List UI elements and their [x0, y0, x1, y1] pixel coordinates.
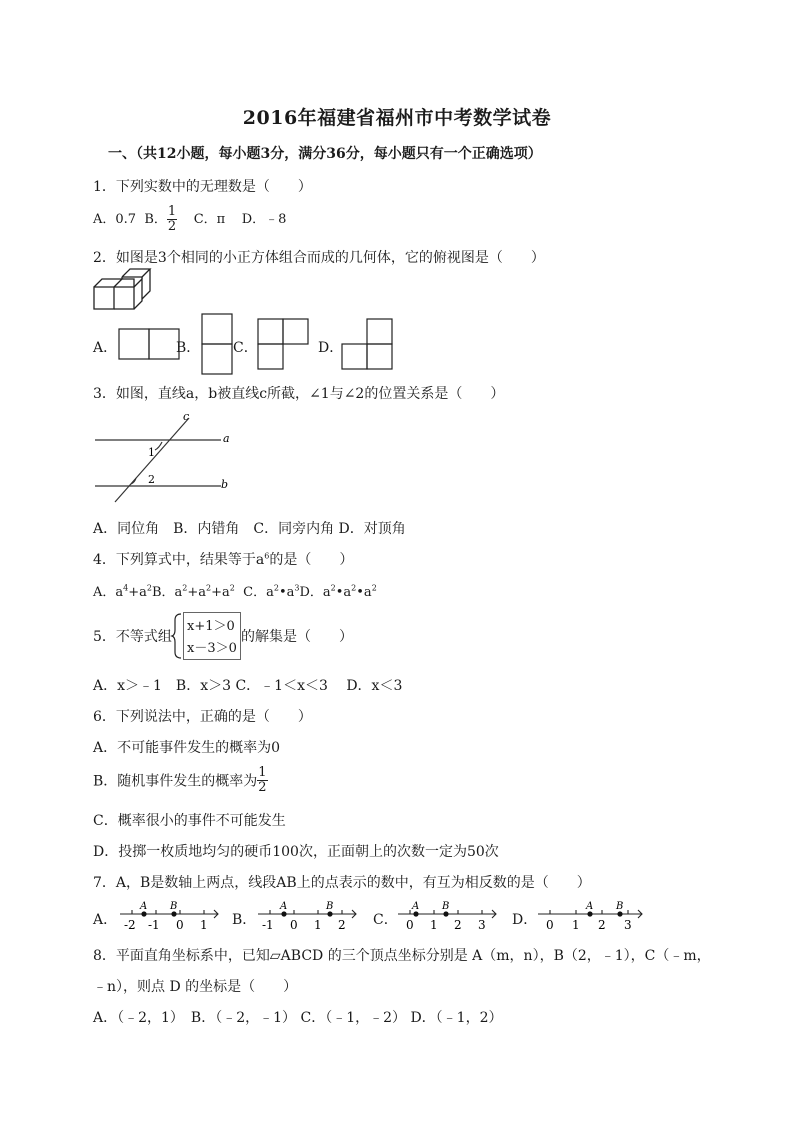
tick-label: -2 — [124, 918, 136, 932]
text: +a — [187, 585, 207, 600]
fraction — [257, 766, 267, 795]
tick-label: 2 — [454, 918, 462, 932]
tick-label: 2 — [338, 918, 346, 932]
inequality-1: x+1＞0 — [187, 619, 235, 634]
system-brace — [171, 612, 183, 660]
text: A．a — [93, 585, 124, 600]
denominator: 2 — [258, 780, 267, 795]
question-7-option-b-label: B． — [232, 912, 257, 928]
exponent: 2 — [229, 583, 235, 593]
tick-label: 1 — [572, 918, 580, 932]
question-4-options — [93, 581, 377, 600]
question-7-option-a-label: A． — [93, 912, 118, 928]
question-5-stem-pre: 5．不等式组 — [93, 629, 172, 645]
question-6-option-b — [93, 766, 268, 795]
point-a-label: A — [586, 901, 594, 912]
text: B．a — [151, 585, 183, 600]
question-1-options — [93, 205, 286, 234]
numerator: 1 — [258, 765, 267, 780]
question-8-options: A．（﹣2，1） B．（﹣2，﹣1） C．（﹣1，﹣2） D．（﹣1，2） — [93, 1010, 503, 1026]
angle-2: ∠2 — [343, 386, 365, 402]
exponent: 2 — [146, 583, 152, 593]
numerator: 1 — [167, 204, 177, 219]
text: •a — [335, 585, 352, 600]
option-b — [152, 585, 235, 600]
point-a-label: A — [140, 901, 148, 912]
tick-label: 0 — [406, 918, 414, 932]
q3-stem-pre: 3．如图，直线a，b被直线c所截， — [93, 386, 310, 402]
label-b: b — [221, 478, 229, 491]
question-2-option-b-label: B． — [176, 340, 201, 356]
tick-label: 0 — [546, 918, 554, 932]
option-c: C．π — [193, 212, 226, 227]
line-c — [115, 418, 189, 502]
denominator: 2 — [167, 219, 177, 234]
question-3-stem — [93, 383, 504, 403]
point-b-label: B — [616, 901, 624, 912]
option-b-label: B． — [144, 212, 167, 227]
q4-stem-post: 的是（ ） — [269, 552, 354, 568]
q4-stem-pre: 4．下列算式中，结果等于a — [93, 552, 265, 568]
tick-label: -1 — [262, 918, 274, 932]
text: D．a — [299, 585, 331, 600]
view-option-c — [257, 318, 319, 370]
question-5-options: A．x＞﹣1 B．x＞3 C．﹣1＜x＜3 D．x＜3 — [93, 678, 403, 694]
text: C．a — [243, 585, 274, 600]
inequality-2: x－3＞0 — [187, 641, 237, 656]
option-a — [93, 585, 152, 600]
question-7-option-c-label: C． — [373, 912, 398, 928]
tick-label: -1 — [148, 918, 160, 932]
question-1-stem: 1．下列实数中的无理数是（ ） — [93, 179, 312, 195]
option-d: D．﹣8 — [241, 212, 287, 227]
page-title: 2016年福建省福州市中考数学试卷 — [242, 107, 552, 129]
inequality-system-box — [183, 612, 241, 660]
question-8-stem-line-1: 8．平面直角坐标系中，已知▱ABCD 的三个顶点坐标分别是 A（m，n），B（2，﹣1），C（﹣m， — [93, 948, 711, 964]
text: •a — [278, 585, 295, 600]
view-option-a — [118, 328, 180, 360]
tick-label: 3 — [624, 918, 632, 932]
question-6-option-d: D．投掷一枚质地均匀的硬币100次，正面朝上的次数一定为50次 — [93, 844, 499, 860]
label-c: c — [183, 410, 190, 423]
question-2-option-a-label: A． — [93, 340, 118, 356]
exponent: 2 — [206, 583, 212, 593]
parallel-lines-figure — [93, 410, 235, 508]
tick-label: 3 — [478, 918, 486, 932]
question-6-option-c: C．概率很小的事件不可能发生 — [93, 813, 286, 829]
point-b-label: B — [442, 901, 450, 912]
cube-solid-figure — [92, 275, 154, 311]
tick-label: 2 — [598, 918, 606, 932]
question-7-option-d-label: D． — [512, 912, 538, 928]
question-7-stem: 7．A，B是数轴上两点，线段AB上的点表示的数中，有互为相反数的是（ ） — [93, 875, 591, 891]
label-angle-1: 1 — [148, 446, 155, 459]
exponent: 3 — [294, 583, 300, 593]
exponent: 2 — [351, 583, 357, 593]
point-a-label: A — [280, 901, 288, 912]
question-8-stem-line-2: ﹣n），则点 D 的坐标是（ ） — [93, 979, 298, 995]
question-2-option-d-label: D． — [318, 340, 344, 356]
exponent: 4 — [123, 583, 129, 593]
q3-stem-mid: 与 — [329, 386, 344, 402]
tick-label: 0 — [176, 918, 184, 932]
point-a-label: A — [412, 901, 420, 912]
number-line-d — [536, 898, 646, 934]
text: B．随机事件发生的概率为 — [93, 773, 258, 790]
point-b-label: B — [170, 901, 178, 912]
question-6-option-a: A．不可能事件发生的概率为0 — [93, 740, 281, 756]
tick-label: 1 — [314, 918, 322, 932]
exponent: 2 — [182, 583, 188, 593]
q3-stem-post: 的位置关系是（ ） — [364, 386, 505, 402]
exponent: 6 — [264, 551, 270, 561]
exponent: 2 — [330, 583, 336, 593]
text: +a — [128, 585, 147, 600]
question-2-stem: 2．如图是3个相同的小正方体组合而成的几何体，它的俯视图是（ ） — [93, 250, 545, 266]
view-option-b — [201, 313, 233, 375]
tick-label: 1 — [430, 918, 438, 932]
number-line-b — [256, 898, 360, 934]
option-c — [243, 585, 299, 600]
option-d — [299, 585, 376, 600]
angle-1: ∠1 — [309, 386, 330, 402]
option-a: A．0.7 — [93, 212, 137, 227]
question-4-stem — [93, 549, 353, 569]
tick-label: 1 — [200, 918, 208, 932]
question-2-option-c-label: C． — [233, 340, 258, 356]
label-angle-2: 2 — [148, 473, 155, 486]
question-6-stem: 6．下列说法中，正确的是（ ） — [93, 709, 312, 725]
exponent: 2 — [273, 583, 279, 593]
text: +a — [211, 585, 230, 600]
exponent: 2 — [371, 583, 377, 593]
text: •a — [356, 585, 372, 600]
point-b-label: B — [326, 901, 334, 912]
number-line-c — [396, 898, 500, 934]
tick-label: 0 — [290, 918, 298, 932]
view-option-d — [342, 318, 394, 370]
section-heading: 一、（共12小题，每小题3分，满分36分，每小题只有一个正确选项） — [108, 146, 542, 162]
label-a: a — [223, 432, 230, 445]
question-3-options: A．同位角 B．内错角 C．同旁内角 D．对顶角 — [93, 521, 406, 537]
fraction — [167, 205, 177, 234]
question-5-stem-post: 的解集是（ ） — [241, 629, 353, 645]
number-line-a — [118, 898, 222, 934]
